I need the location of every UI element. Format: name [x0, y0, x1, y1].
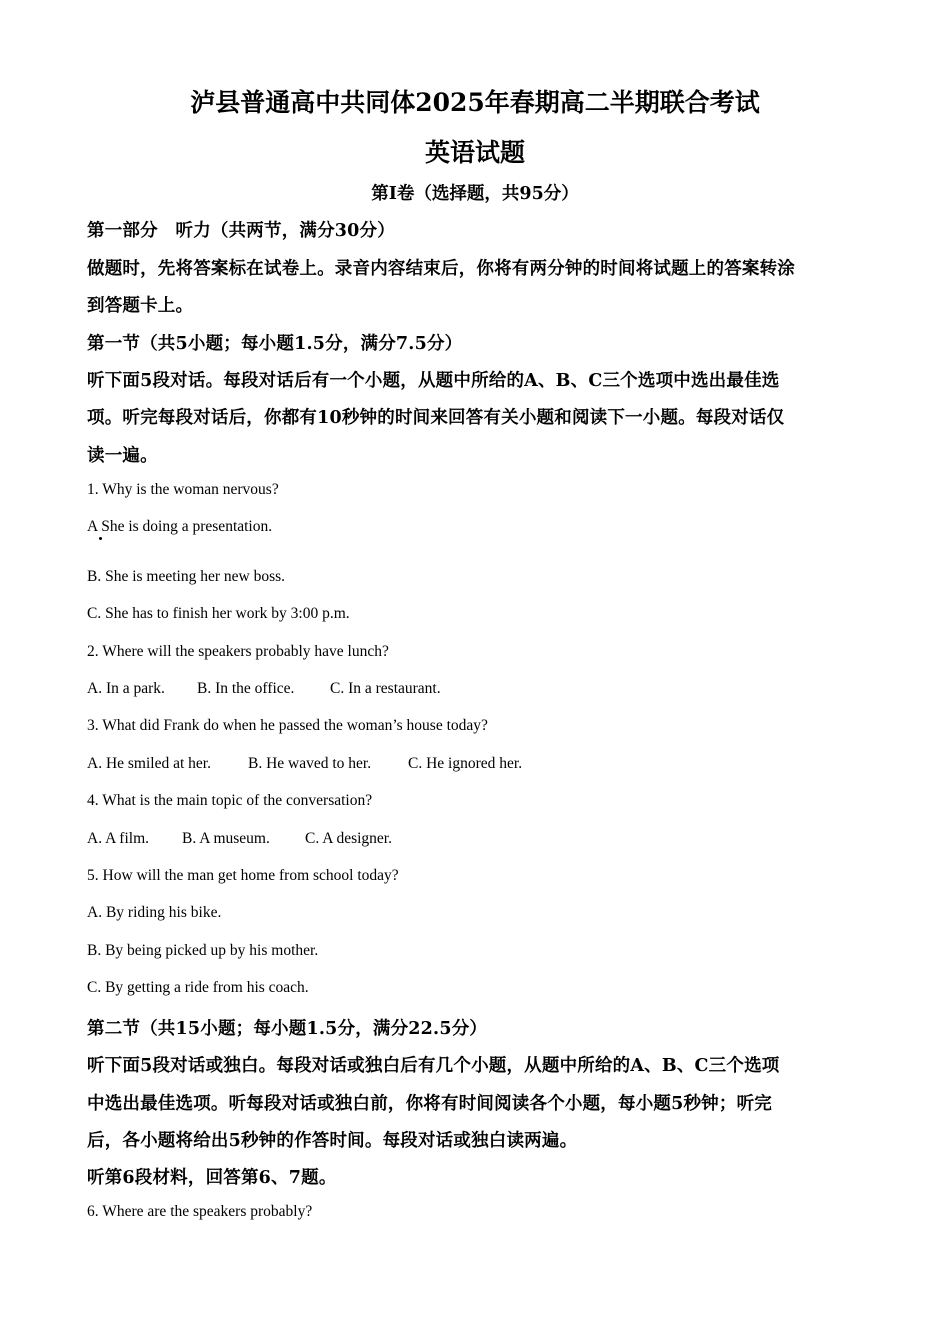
option-b: B. She is meeting her new boss.	[87, 568, 286, 585]
section2-instruction-line: 后，各小题将给出5秒钟的作答时间。每段对话或独白读两遍。	[87, 1131, 578, 1151]
option-a: A She is doing a presentation.	[87, 518, 273, 535]
section2-heading: 第二节（共15小题；每小题1.5分，满分22.5分）	[87, 1019, 488, 1039]
subject-title: 英语试题	[424, 138, 525, 167]
option-c: C. A designer.	[305, 830, 392, 847]
option-c: C. By getting a ride from his coach.	[87, 979, 309, 996]
option-a: A. In a park.	[87, 680, 165, 697]
option-b: B. He waved to her.	[248, 755, 372, 772]
option-a: A. He smiled at her.	[87, 755, 211, 772]
material-6-heading: 听第6段材料，回答第6、7题。	[87, 1168, 337, 1188]
section1-heading: 第一节（共5小题；每小题1.5分，满分7.5分）	[87, 334, 463, 354]
question-stem: 3. What did Frank do when he passed the woman’s house today?	[87, 717, 488, 734]
volume-heading: 第I卷（选择题，共95分）	[371, 184, 579, 204]
part1-instruction-line: 做题时，先将答案标在试卷上。录音内容结束后，你将有两分钟的时间将试题上的答案转涂	[87, 259, 795, 279]
option-c: C. In a restaurant.	[330, 680, 441, 697]
option-a: A. By riding his bike.	[87, 904, 222, 921]
question-stem: 1. Why is the woman nervous?	[87, 481, 279, 498]
question-stem: 2. Where will the speakers probably have lunch?	[87, 643, 389, 660]
question-stem: 6. Where are the speakers probably?	[87, 1203, 313, 1220]
stray-dot-mark	[99, 537, 102, 540]
section1-instruction-line: 听下面5段对话。每段对话后有一个小题，从题中所给的A、B、C三个选项中选出最佳选	[87, 371, 780, 391]
question-stem: 4. What is the main topic of the conversation?	[87, 792, 373, 809]
option-a: A. A film.	[87, 830, 150, 847]
section1-instruction-line: 项。听完每段对话后，你都有10秒钟的时间来回答有关小题和阅读下一小题。每段对话仅	[87, 408, 785, 428]
option-c: C. He ignored her.	[408, 755, 523, 772]
section1-instruction-line: 读一遍。	[87, 446, 158, 466]
exam-title: 泸县普通高中共同体2025年春期高二半期联合考试	[190, 88, 760, 117]
option-b: B. In the office.	[197, 680, 295, 697]
option-b: B. By being picked up by his mother.	[87, 942, 319, 959]
section2-instruction-line: 听下面5段对话或独白。每段对话或独白后有几个小题，从题中所给的A、B、C三个选项	[87, 1056, 780, 1076]
question-stem: 5. How will the man get home from school today?	[87, 867, 399, 884]
section2-instruction-line: 中选出最佳选项。听每段对话或独白前，你将有时间阅读各个小题，每小题5秒钟；听完	[87, 1094, 772, 1114]
part1-instruction-line: 到答题卡上。	[87, 296, 194, 316]
option-b: B. A museum.	[182, 830, 270, 847]
option-c: C. She has to finish her work by 3:00 p.m.	[87, 605, 350, 622]
part1-heading: 第一部分 听力（共两节，满分30分）	[87, 221, 395, 241]
